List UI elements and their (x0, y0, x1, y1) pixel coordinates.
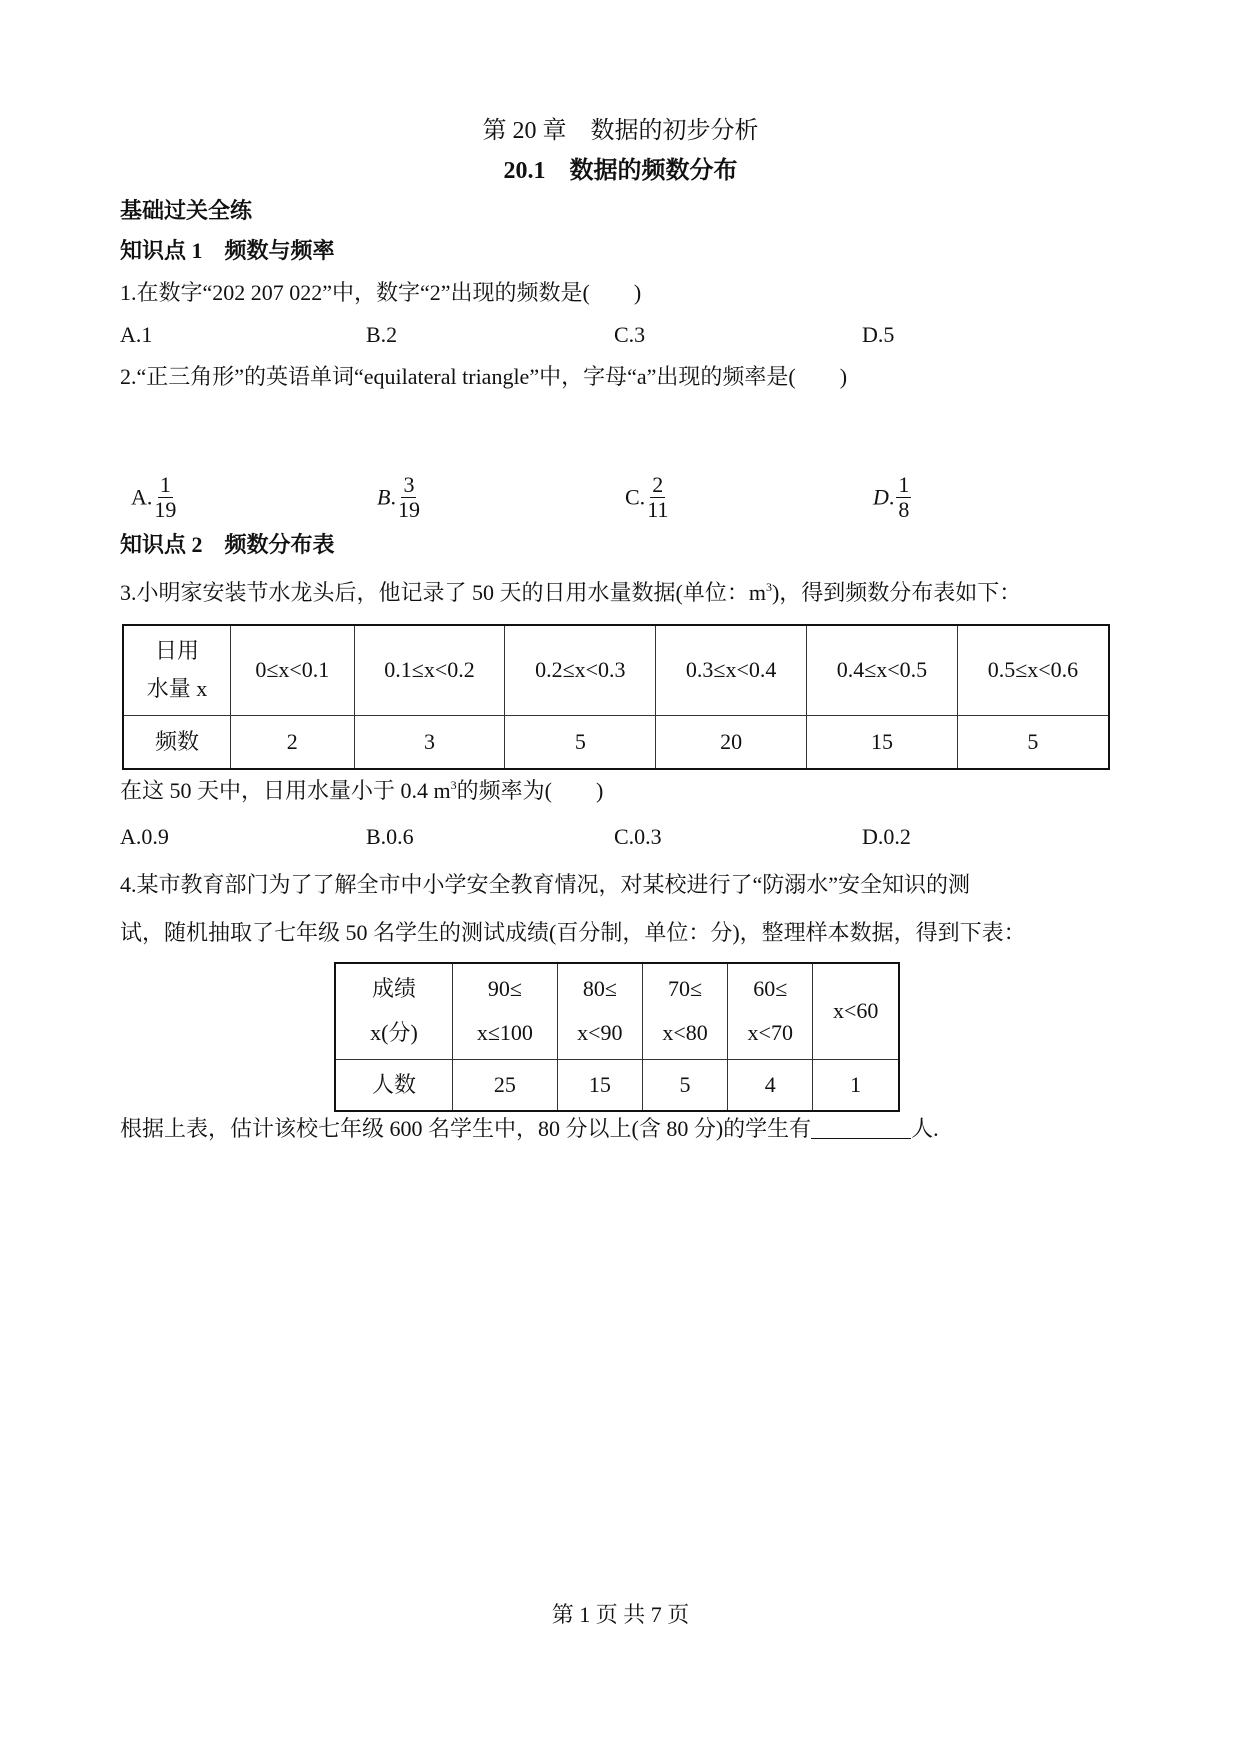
range-cell: 0.3≤x<0.4 (656, 625, 807, 715)
section-title: 20.1 数据的频数分布 (503, 158, 738, 184)
count-cell: 15 (807, 715, 958, 769)
range-cell: 0.2≤x<0.3 (505, 625, 656, 715)
q2-option-c: C. $\frac{2}{11}$ (625, 472, 669, 522)
range-cell: 0.5≤x<0.6 (957, 625, 1109, 715)
q1-option-b: B.2 (366, 322, 398, 347)
q3-option-d: D.0.2 (862, 824, 911, 849)
question-4-followup: 根据上表，估计该校七年级 600 名学生中，80 分以上(含 80 分)的学生有 人. (120, 1116, 939, 1141)
score-range-cell: 80≤ x<90 (557, 963, 642, 1059)
q3-option-c: C.0.3 (614, 824, 662, 849)
count-cell: 25 (453, 1059, 558, 1111)
question-1: 1.在数字“202 207 022”中，数字“2”出现的频数是( ) (120, 280, 642, 305)
question-2: 2.“正三角形”的英语单词“equilateral triangle”中，字母“a”出现的频率是( ) (120, 364, 848, 389)
score-range-cell: 70≤ x<80 (642, 963, 727, 1059)
table-header-count: 人数 (335, 1059, 453, 1111)
q3-option-a: A.0.9 (120, 824, 169, 849)
question-4-line-1: 4.某市教育部门为了了解全市中小学安全教育情况，对某校进行了“防溺水”安全知识的测 (120, 872, 971, 897)
knowledge-point-1: 知识点 1 频数与频率 (120, 238, 335, 263)
count-cell: 5 (642, 1059, 727, 1111)
practice-heading: 基础过关全练 (120, 198, 253, 223)
range-cell: 0≤x<0.1 (231, 625, 355, 715)
count-cell: 1 (813, 1059, 899, 1111)
question-3: 3.小明家安装节水龙头后，他记录了 50 天的日用水量数据(单位：$m^3$)，得到频数分布表如下： (120, 580, 1022, 605)
table-header-frequency: 频数 (123, 715, 231, 769)
table-header-score: 成绩 x(分) (335, 963, 453, 1059)
chapter-title: 第 20 章 数据的初步分析 (482, 118, 759, 144)
score-range-cell: 90≤ x≤100 (453, 963, 558, 1059)
water-usage-table (122, 624, 1110, 770)
page-footer: 第 1 页 共 7 页 (551, 1602, 690, 1627)
score-range-cell: 60≤ x<70 (728, 963, 813, 1059)
count-cell: 2 (231, 715, 355, 769)
count-cell: 15 (557, 1059, 642, 1111)
count-cell: 4 (728, 1059, 813, 1111)
range-cell: 0.1≤x<0.2 (354, 625, 505, 715)
q1-option-c: C.3 (614, 322, 646, 347)
score-range-cell: x<60 (813, 963, 899, 1059)
q1-option-a: A.1 (120, 322, 153, 347)
q3-option-b: B.0.6 (366, 824, 414, 849)
table-header-water: 日用 水量 x (123, 625, 231, 715)
knowledge-point-2: 知识点 2 频数分布表 (120, 532, 335, 557)
q2-option-d: D. $\frac{1}{8}$ (873, 472, 910, 522)
count-cell: 5 (957, 715, 1109, 769)
range-cell: 0.4≤x<0.5 (807, 625, 958, 715)
count-cell: 3 (354, 715, 505, 769)
question-4-line-2: 试，随机抽取了七年级 50 名学生的测试成绩(百分制，单位：分)，整理样本数据，得到下表： (120, 920, 1026, 945)
q2-option-a: A. $\frac{1}{19}$ (131, 472, 177, 522)
answer-blank[interactable] (811, 1116, 911, 1139)
count-cell: 20 (656, 715, 807, 769)
q2-option-b: B. $\frac{3}{19}$ (377, 472, 420, 522)
score-table (334, 962, 900, 1112)
count-cell: 5 (505, 715, 656, 769)
question-3-followup: 在这 50 天中，日用水量小于 0.4 $m^3$的频率为( ) (120, 778, 604, 803)
q1-option-d: D.5 (862, 322, 895, 347)
